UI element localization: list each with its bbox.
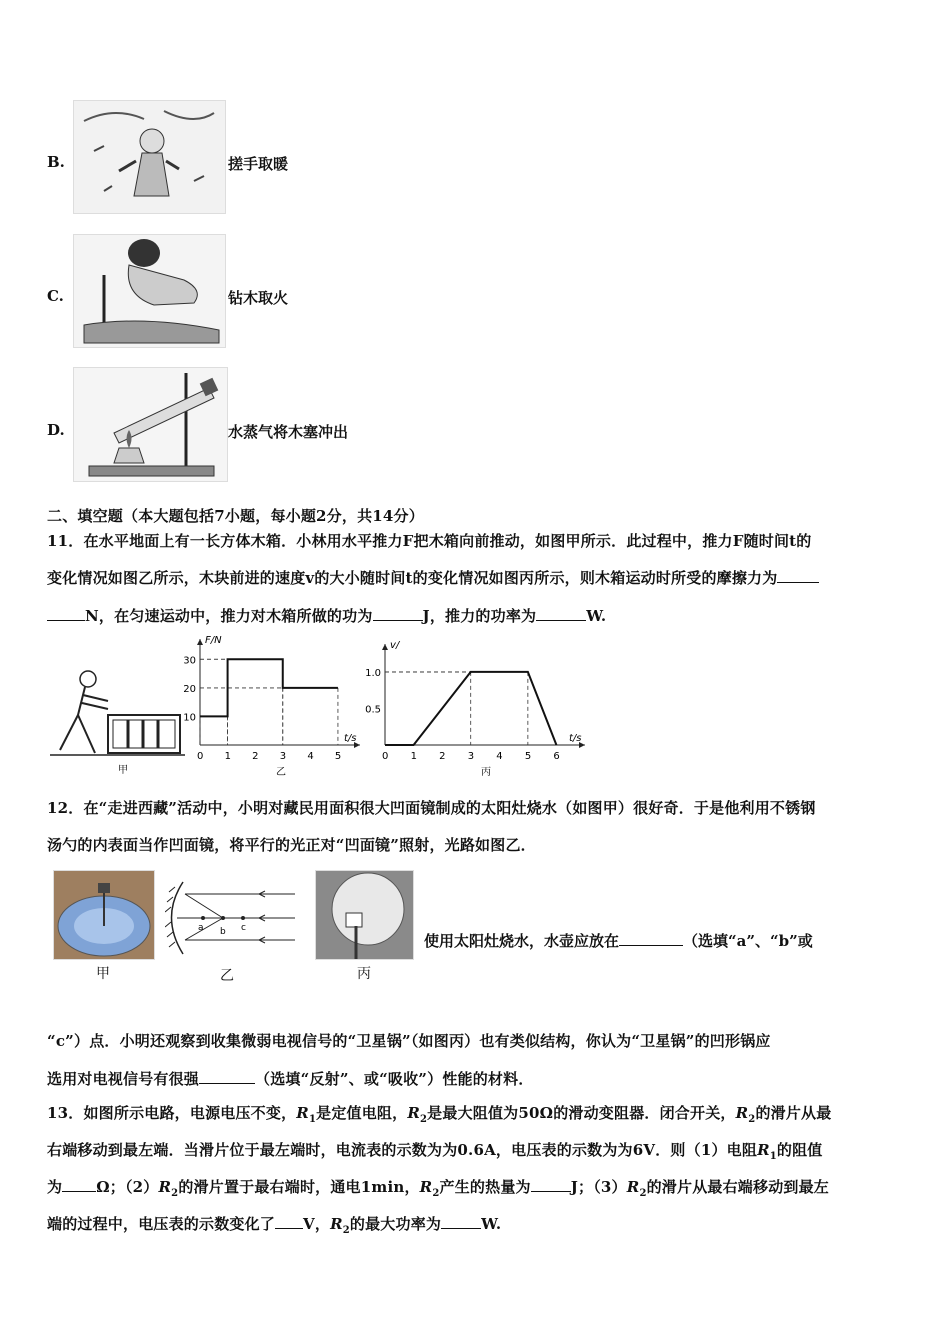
option-b-letter: B. bbox=[47, 153, 65, 171]
q12-line3: “c”）点．小明还观察到收集微弱电视信号的“卫星锅”（如图丙）也有类似结构，你认为“卫星锅”的凹形锅应 bbox=[47, 1032, 771, 1050]
chart-velocity-xtick-3: 3 bbox=[467, 751, 475, 762]
q13-r2-symbol: R bbox=[407, 1104, 420, 1122]
q11-fig-jia bbox=[50, 665, 190, 775]
chart-velocity-xtick-1: 1 bbox=[410, 751, 417, 762]
q13-l3e: J；（3） bbox=[570, 1178, 627, 1196]
q13-r2-sub-f: 2 bbox=[342, 1225, 350, 1236]
q13-line2 bbox=[47, 1139, 823, 1162]
q12-cap-yi: 乙 bbox=[220, 968, 234, 984]
option-b-text: 搓手取暖 bbox=[228, 155, 289, 173]
q13-r2-symbol-d: R bbox=[419, 1178, 433, 1196]
q12-line4b: （选填“反射”、或“吸收”）性能的材料． bbox=[255, 1070, 534, 1088]
chart-velocity-ylabel: v/ bbox=[390, 640, 400, 651]
chart-velocity-ytick-0.5: 0.5 bbox=[365, 704, 381, 716]
chart-force-ytick-10: 10 bbox=[183, 712, 196, 724]
option-d-text: 水蒸气将木塞冲出 bbox=[228, 423, 349, 441]
q11-line2-text: 变化情况如图乙所示，木块前进的速度v的大小随时间t的变化情况如图丙所示，则木箱运动时所受的摩擦力为 bbox=[47, 569, 778, 587]
q12-point-a: a bbox=[198, 923, 204, 933]
q12-side-text-a: 使用太阳灶烧水，水壶应放在 bbox=[424, 932, 620, 950]
option-c-text: 钻木取火 bbox=[228, 289, 289, 307]
q12-side-text bbox=[424, 930, 813, 951]
q11-line3a: N，在匀速运动中，推力对木箱所做的功为 bbox=[85, 607, 373, 625]
q13-r2-sub-c: 2 bbox=[171, 1188, 179, 1199]
q11-line1: 11．在水平地面上有一长方体木箱．小林用水平推力F把木箱向前推动，如图甲所示．此过程中，推力F随时间t的 bbox=[47, 532, 812, 550]
q12-solar-cooker-image bbox=[53, 870, 155, 960]
q11-blank-friction-b[interactable] bbox=[47, 606, 85, 621]
chart-velocity-xlabel: t/s bbox=[569, 733, 582, 744]
chart-force-ytick-30: 30 bbox=[183, 655, 196, 667]
q13-r1-sub: 1 bbox=[308, 1114, 317, 1125]
q12-point-c: c bbox=[241, 923, 246, 933]
chart-velocity-xtick-2: 2 bbox=[439, 751, 446, 762]
q12-line4 bbox=[47, 1068, 534, 1089]
q13-r2-symbol-b: R bbox=[735, 1104, 749, 1122]
chart-velocity-xtick-4: 4 bbox=[496, 751, 503, 762]
q13-l2b: 的阻值 bbox=[776, 1141, 823, 1159]
q13-l4c: 的最大功率为 bbox=[349, 1215, 442, 1233]
section-title: 二、填空题（本大题包括7小题，每小题2分，共14分） bbox=[47, 507, 424, 525]
q13-r2-sub-e: 2 bbox=[639, 1188, 647, 1199]
chart-force-xtick-4: 4 bbox=[307, 751, 314, 762]
q13-l1d: 的滑片从最 bbox=[755, 1104, 832, 1122]
q13-r2-symbol-f: R bbox=[330, 1215, 343, 1233]
drilling-wood-fire-illustration bbox=[74, 235, 225, 347]
q13-line1 bbox=[47, 1102, 831, 1125]
q13-l1a: 13．如图所示电路，电源电压不变， bbox=[47, 1104, 297, 1122]
q11-line3b: J，推力的功率为 bbox=[422, 607, 537, 625]
q13-r2-sub: 2 bbox=[420, 1114, 428, 1125]
chart-velocity-xtick-0: 0 bbox=[382, 751, 389, 762]
q13-l1b: 是定值电阻， bbox=[316, 1104, 408, 1122]
q11-chart-velocity bbox=[355, 640, 595, 783]
q13-l4b: V， bbox=[303, 1215, 331, 1233]
q12-point-b: b bbox=[220, 927, 226, 937]
q13-l2: 右端移动到最左端．当滑片位于最左端时，电流表的示数为为0.6A，电压表的示数为为6V．则（1）电阻 bbox=[47, 1141, 758, 1159]
chart-force-series-line bbox=[200, 659, 338, 716]
steam-cork-apparatus-illustration bbox=[74, 368, 227, 481]
option-d-image bbox=[73, 367, 228, 482]
q13-blank-voltage[interactable] bbox=[275, 1214, 303, 1229]
chart-force-xtick-1: 1 bbox=[224, 751, 231, 762]
q13-r2-sub-b: 2 bbox=[748, 1114, 756, 1125]
chart-force-ytick-20: 20 bbox=[183, 683, 196, 695]
chart-force-xtick-3: 3 bbox=[279, 751, 287, 762]
q13-l4d: W. bbox=[481, 1215, 502, 1233]
solar-cooker-icon bbox=[54, 871, 154, 959]
q13-l3c: 的滑片置于最右端时，通电1min， bbox=[178, 1178, 420, 1196]
option-c-image bbox=[73, 234, 226, 348]
q11-fig-jia-label: 甲 bbox=[118, 765, 128, 775]
q13-r2-symbol-e: R bbox=[626, 1178, 640, 1196]
q11-blank-friction-a[interactable] bbox=[777, 568, 819, 583]
q11-line3 bbox=[47, 605, 606, 626]
chart-force-xtick-5: 5 bbox=[334, 751, 342, 762]
chart-velocity-title: 丙 bbox=[481, 767, 491, 778]
q13-line3 bbox=[47, 1176, 829, 1199]
q11-blank-power[interactable] bbox=[536, 606, 586, 621]
q12-blank-point[interactable] bbox=[619, 931, 683, 946]
q13-r2-sub-d: 2 bbox=[432, 1188, 440, 1199]
q13-r1-sub-b: 1 bbox=[769, 1151, 777, 1162]
q13-line4 bbox=[47, 1213, 501, 1236]
q13-l3d: 产生的热量为 bbox=[439, 1178, 531, 1196]
chart-force-y-arrow bbox=[197, 639, 203, 645]
q11-line3c: W. bbox=[586, 607, 607, 625]
q12-cap-jia: 甲 bbox=[96, 966, 110, 982]
q13-r2-symbol-c: R bbox=[158, 1178, 172, 1196]
q12-line4a: 选用对电视信号有很强 bbox=[47, 1070, 200, 1088]
q12-light-path-diagram bbox=[165, 872, 300, 962]
q11-line2 bbox=[47, 567, 819, 588]
q13-blank-max-power[interactable] bbox=[441, 1214, 481, 1229]
chart-force-title: 乙 bbox=[276, 767, 286, 778]
q12-satellite-dish-image bbox=[315, 870, 414, 960]
q13-blank-resistance[interactable] bbox=[62, 1177, 96, 1192]
q11-chart-force bbox=[170, 633, 370, 783]
rubbing-hands-illustration bbox=[74, 101, 225, 213]
q12-line2: 汤勺的内表面当作凹面镜，将平行的光正对“凹面镜”照射，光路如图乙． bbox=[47, 836, 536, 854]
chart-force-xlabel: t/s bbox=[344, 733, 357, 744]
q12-cap-bing: 丙 bbox=[357, 966, 371, 982]
q12-blank-material[interactable] bbox=[199, 1069, 255, 1084]
q13-l3f: 的滑片从最右端移动到最左 bbox=[646, 1178, 830, 1196]
chart-velocity-y-arrow bbox=[382, 644, 388, 650]
option-c-letter: C. bbox=[47, 287, 64, 305]
chart-force-ylabel: F/N bbox=[205, 635, 222, 646]
q13-r1-symbol-b: R bbox=[757, 1141, 770, 1159]
q13-blank-heat[interactable] bbox=[531, 1177, 571, 1192]
satellite-dish-icon bbox=[316, 871, 413, 959]
chart-velocity-ytick-1.0: 1.0 bbox=[365, 667, 381, 679]
q12-side-text-b: （选填“a”、“b”或 bbox=[683, 932, 813, 950]
chart-velocity-xtick-5: 5 bbox=[524, 751, 532, 762]
q13-l1c: 是最大阻值为50Ω的滑动变阻器．闭合开关， bbox=[427, 1104, 736, 1122]
chart-force-xtick-2: 2 bbox=[252, 751, 259, 762]
q11-blank-work[interactable] bbox=[373, 606, 423, 621]
q13-r1-symbol: R bbox=[296, 1104, 309, 1122]
chart-velocity-xtick-6: 6 bbox=[553, 751, 560, 762]
chart-force-xtick-0: 0 bbox=[197, 751, 204, 762]
q13-l3b: Ω；（2） bbox=[96, 1178, 159, 1196]
option-b-image bbox=[73, 100, 226, 214]
q13-l3a: 为 bbox=[47, 1178, 63, 1196]
option-d-letter: D. bbox=[47, 421, 65, 439]
q13-l4a: 端的过程中，电压表的示数变化了 bbox=[47, 1215, 276, 1233]
q12-line1: 12．在“走进西藏”活动中，小明对藏民用面积很大凹面镜制成的太阳灶烧水（如图甲）很好奇．于是他利用不锈钢 bbox=[47, 799, 816, 817]
